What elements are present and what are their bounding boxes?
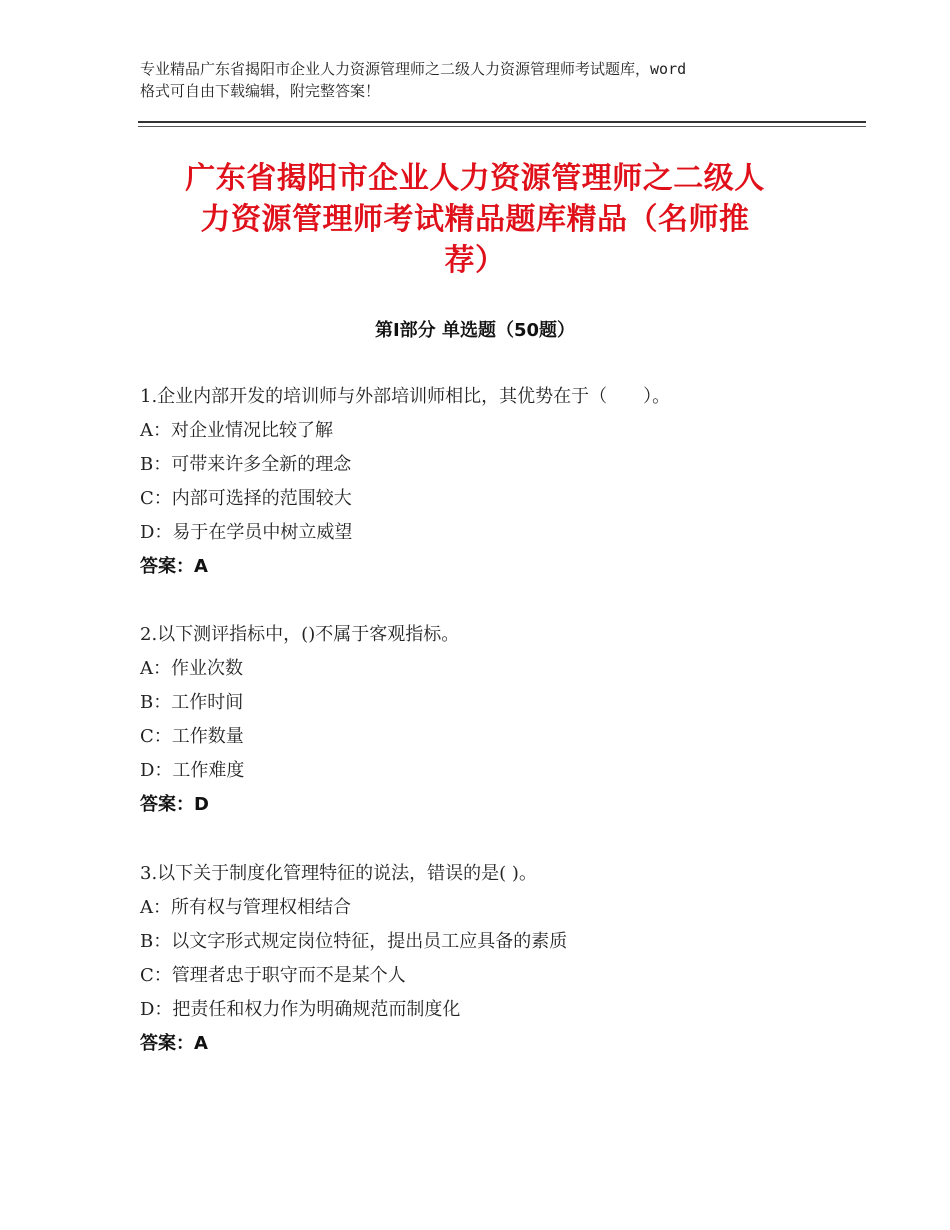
option-b: B：工作时间: [140, 692, 244, 713]
document-title: [130, 158, 820, 281]
option-d: D：工作难度: [140, 760, 245, 781]
header-divider-thin: [138, 126, 866, 127]
option-c: C：工作数量: [140, 726, 244, 747]
header-note-line-2: 格式可自由下载编辑，附完整答案！: [140, 82, 381, 100]
option-d: D：易于在学员中树立威望: [140, 522, 353, 543]
question-2: [140, 618, 860, 822]
option-b: B：可带来许多全新的理念: [140, 454, 352, 475]
option-a: A：对企业情况比较了解: [140, 420, 333, 441]
section-heading: 第Ⅰ部分 单选题（50题）: [374, 320, 575, 341]
title-line-1: 广东省揭阳市企业人力资源管理师之二级人: [185, 161, 765, 196]
answer: 答案：A: [140, 1033, 208, 1054]
header-note: [140, 58, 820, 102]
question-3: [140, 857, 860, 1061]
option-c: C：管理者忠于职守而不是某个人: [140, 965, 406, 986]
option-a: A：所有权与管理权相结合: [140, 897, 351, 918]
question-1: [140, 380, 860, 584]
question-stem: 3.以下关于制度化管理特征的说法，错误的是( )。: [140, 863, 537, 884]
header-divider-thick: [138, 121, 866, 123]
question-stem: 1.企业内部开发的培训师与外部培训师相比，其优势在于（ ）。: [140, 386, 671, 407]
option-d: D：把责任和权力作为明确规范而制度化: [140, 999, 461, 1020]
option-a: A：作业次数: [140, 658, 243, 679]
header-note-line-1: 专业精品广东省揭阳市企业人力资源管理师之二级人力资源管理师考试题库，word: [140, 60, 687, 78]
answer: 答案：A: [140, 556, 208, 577]
title-line-3: 荐）: [444, 243, 506, 278]
option-c: C：内部可选择的范围较大: [140, 488, 352, 509]
option-b: B：以文字形式规定岗位特征，提出员工应具备的素质: [140, 931, 568, 952]
answer: 答案：D: [140, 794, 209, 815]
title-line-2: 力资源管理师考试精品题库精品（名师推: [200, 202, 750, 237]
question-stem: 2.以下测评指标中，()不属于客观指标。: [140, 624, 460, 645]
